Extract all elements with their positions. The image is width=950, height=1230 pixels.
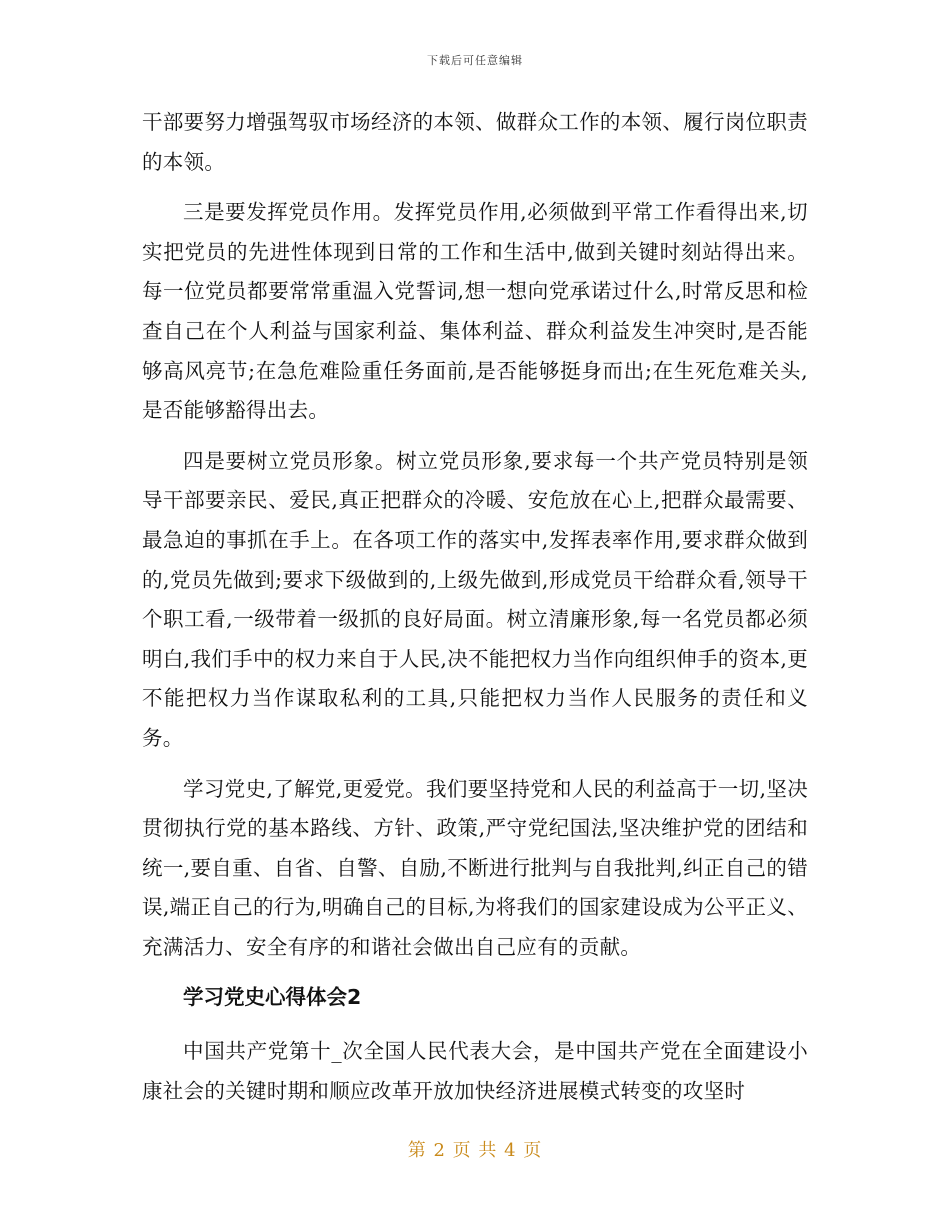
paragraph-party-member-image: 四是要树立党员形象。树立党员形象,要求每一个共产党员特别是领导干部要亲民、爱民,真正把群众的冷暖、安危放在心上,把群众最需要、最急迫的事抓在手上。在各项工作的落实中,发挥表率作用,要求群众做到的,党员先做到;要求下级做到的,上级先做到,形成党员干给群众看,领导干个职工看,一级带着一级抓的良好局面。树立清廉形象,每一名党员都必须明白,我们手中的权力来自于人民,决不能把权力当作向组织伸手的资本,更不能把权力当作谋取私利的工具,只能把权力当作人民服务的责任和义务。 [142, 448, 808, 750]
paragraph-congress: 中国共产党第十_次全国人民代表大会，是中国共产党在全面建设小康社会的关键时期和顺应改革开放加快经济进展模式转变的攻坚时 [142, 1039, 808, 1103]
paragraph-continuation: 干部要努力增强驾驭市场经济的本领、做群众工作的本领、履行岗位职责的本领。 [142, 110, 808, 174]
page-header: 下载后可任意编辑 [427, 54, 523, 67]
page-footer: 第 2 页 共 4 页 [407, 1140, 543, 1161]
paragraph-learn-party-history: 学习党史,了解党,更爱党。我们要坚持党和人民的利益高于一切,坚决贯彻执行党的基本路线、方针、政策,严守党纪国法,坚决维护党的团结和统一,要自重、自省、自警、自励,不断进行批判与自我批判,纠正自己的错误,端正自己的行为,明确自己的目标,为将我们的国家建设成为公平正义、充满活力、安全有序的和谐社会做出自己应有的贡献。 [142, 776, 808, 959]
paragraph-party-member-role: 三是要发挥党员作用。发挥党员作用,必须做到平常工作看得出来,切实把党员的先进性体现到日常的工作和生活中,做到关键时刻站得出来。每一位党员都要常常重温入党誓词,想一想向党承诺过什么,时常反思和检查自己在个人利益与国家利益、集体利益、群众利益发生冲突时,是否能够高风亮节;在急危难险重任务面前,是否能够挺身而出;在生死危难关头,是否能够豁得出去。 [142, 200, 808, 423]
section-heading: 学习党史心得体会2 [183, 985, 362, 1010]
document-body [142, 103, 808, 1111]
